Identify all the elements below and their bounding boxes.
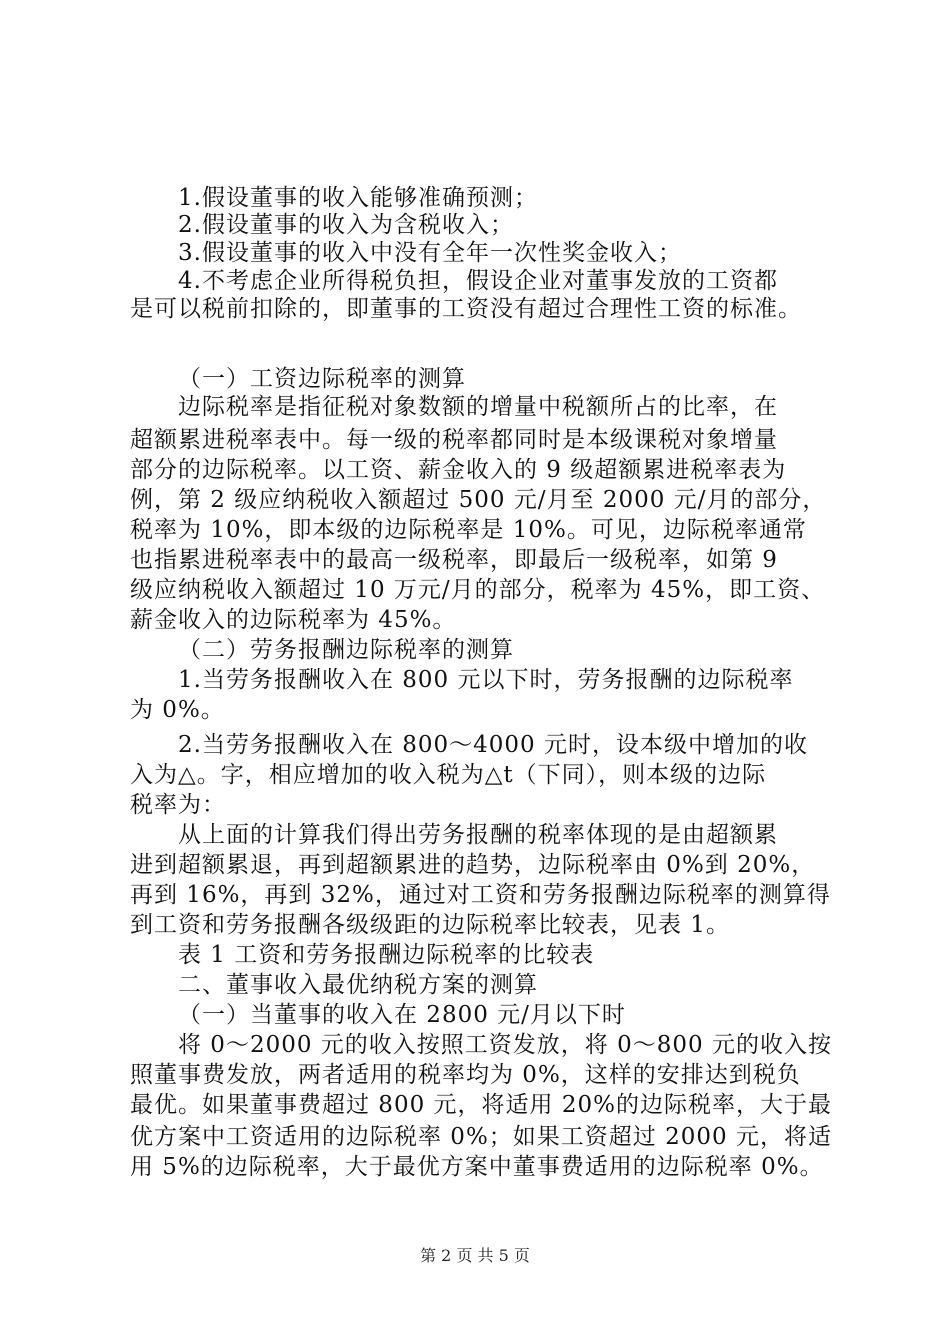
table-caption: 表 1 工资和劳务报酬边际税率的比较表 <box>178 942 595 968</box>
text-line: 再到 16%，再到 32%，通过对工资和劳务报酬边际税率的测算得 <box>130 882 831 908</box>
text-line: 1.假设董事的收入能够准确预测； <box>178 185 538 211</box>
text-line: 超额累进税率表中。每一级的税率都同时是本级课税对象增量 <box>130 427 778 453</box>
text-line: 用 5%的边际税率，大于最优方案中董事费适用的边际税率 0%。 <box>130 1154 824 1180</box>
text-line: 2.假设董事的收入为含税收入； <box>178 212 514 238</box>
text-line: 最优。如果董事费超过 800 元，将适用 20%的边际税率，大于最 <box>130 1092 832 1118</box>
text-line: 入为△。字，相应增加的收入税为△t（下同），则本级的边际 <box>130 762 767 788</box>
section-heading: 二、董事收入最优纳税方案的测算 <box>178 972 538 998</box>
text-line: 边际税率是指征税对象数额的增量中税额所占的比率，在 <box>178 394 778 420</box>
text-line: 照董事费发放，两者适用的税率均为 0%，这样的安排达到税负 <box>130 1062 801 1088</box>
text-line: 例，第 2 级应纳税收入额超过 500 元/月至 2000 元/月的部分， <box>130 487 827 513</box>
text-line: 薪金收入的边际税率为 45%。 <box>130 607 457 633</box>
text-line: 级应纳税收入额超过 10 万元/月的部分，税率为 45%，即工资、 <box>130 577 826 603</box>
section-heading: （一）当董事的收入在 2800 元/月以下时 <box>178 1002 626 1028</box>
text-line: 到工资和劳务报酬各级级距的边际税率比较表，见表 1。 <box>130 912 730 938</box>
section-heading: （二）劳务报酬边际税率的测算 <box>178 637 514 663</box>
text-line: 为 0%。 <box>130 697 225 723</box>
text-line: 部分的边际税率。以工资、薪金收入的 9 级超额累进税率表为 <box>130 457 787 483</box>
text-line: 是可以税前扣除的，即董事的工资没有超过合理性工资的标准。 <box>130 296 802 322</box>
page-number-footer: 第 2 页 共 5 页 <box>420 1246 530 1265</box>
text-line: 1.当劳务报酬收入在 800 元以下时，劳务报酬的边际税率 <box>178 667 794 693</box>
text-line: 税率为 10%，即本级的边际税率是 10%。可见，边际税率通常 <box>130 517 807 543</box>
text-line: 进到超额累退，再到超额累进的趋势，边际税率由 0%到 20%， <box>130 852 816 878</box>
text-line: 3.假设董事的收入中没有全年一次性奖金收入； <box>178 240 682 266</box>
text-line: 将 0～2000 元的收入按照工资发放，将 0～800 元的收入按 <box>178 1032 832 1058</box>
section-heading: （一）工资边际税率的测算 <box>178 366 466 392</box>
text-line: 税率为： <box>130 792 226 818</box>
text-line: 也指累进税率表中的最高一级税率，即最后一级税率，如第 9 <box>130 547 778 573</box>
text-line: 2.当劳务报酬收入在 800～4000 元时，设本级中增加的收 <box>178 732 808 758</box>
text-line: 优方案中工资适用的边际税率 0%；如果工资超过 2000 元，将适 <box>130 1124 832 1150</box>
text-line: 4.不考虑企业所得税负担，假设企业对董事发放的工资都 <box>178 268 778 294</box>
text-line: 从上面的计算我们得出劳务报酬的税率体现的是由超额累 <box>178 822 778 848</box>
